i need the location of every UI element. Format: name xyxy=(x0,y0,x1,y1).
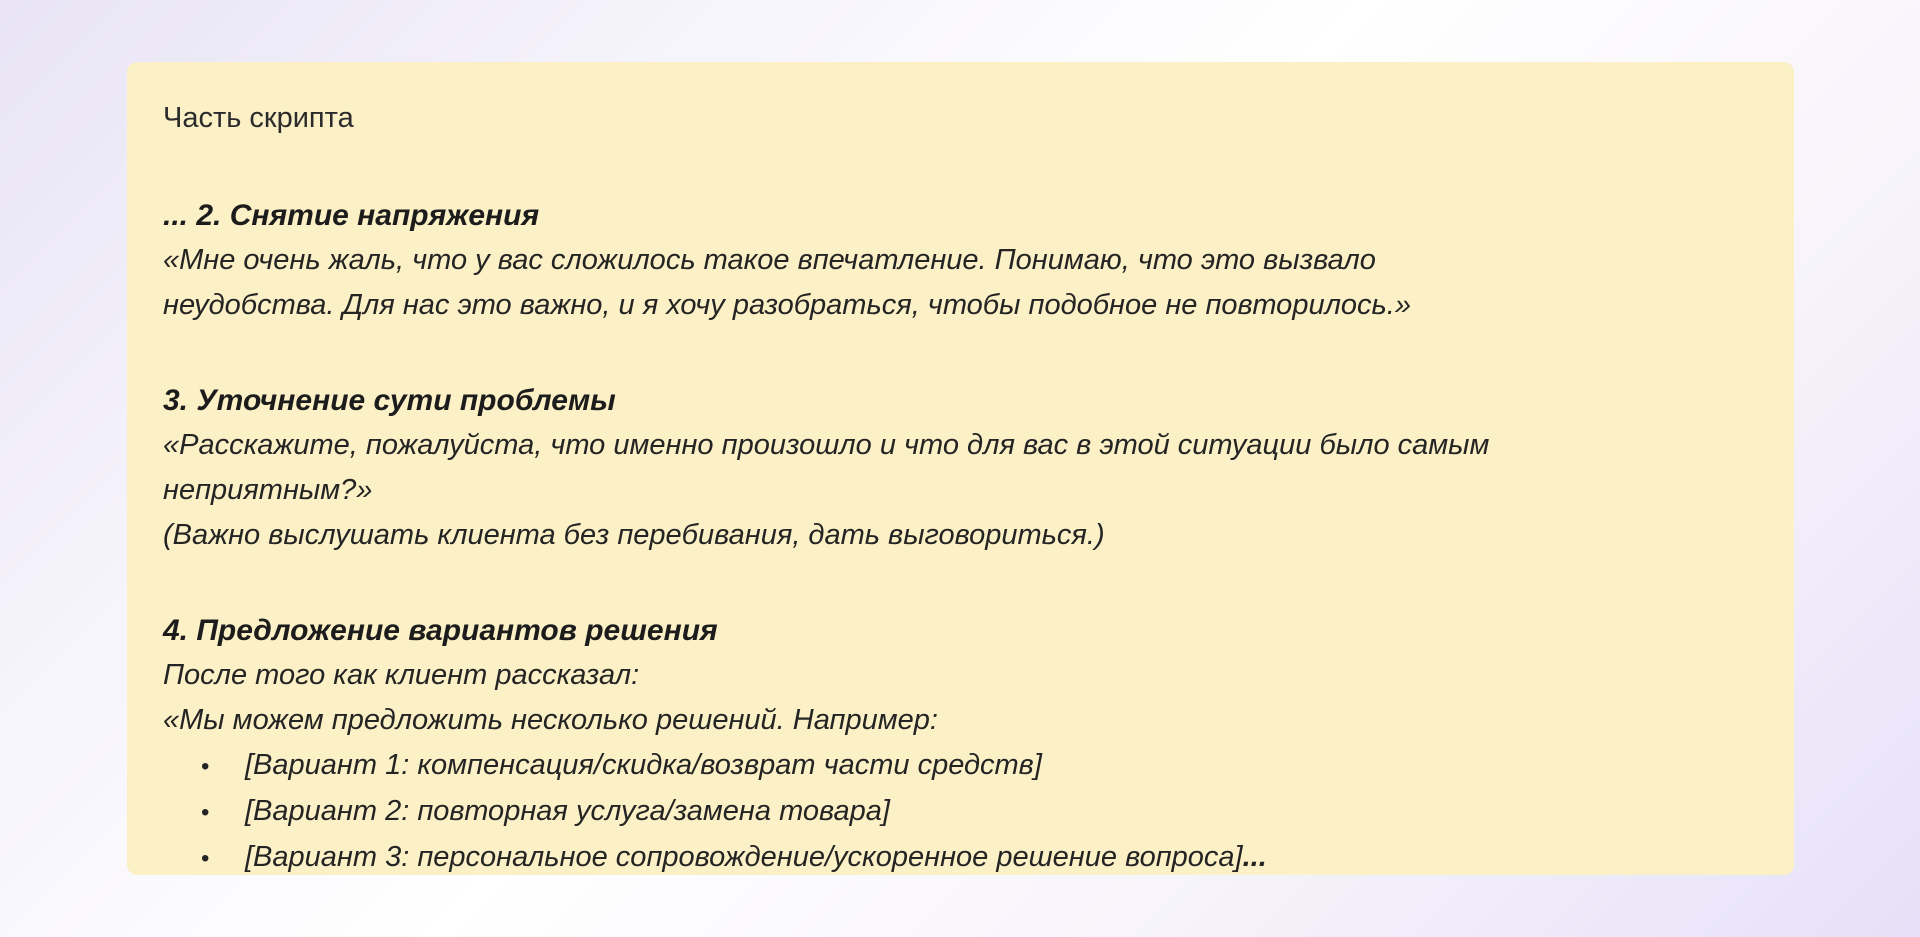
bullet-dot-icon: • xyxy=(201,799,210,826)
section-solution-options xyxy=(163,608,1754,875)
bullet-dot-icon: • xyxy=(201,845,210,872)
bullet-option-1: [Вариант 1: компенсация/скидка/возврат части средств] xyxy=(245,749,1042,781)
list-item xyxy=(163,743,1754,789)
bullet-option-3-ellipsis: ... xyxy=(1242,841,1267,873)
section-2-line-1: «Мне очень жаль, что у вас сложилось такое впечатление. Понимаю, что это вызвало xyxy=(163,244,1376,276)
section-3-line-3: (Важно выслушать клиента без перебивания, дать выговориться.) xyxy=(163,519,1105,551)
section-4-line-1: После того как клиент рассказал: xyxy=(163,659,640,691)
section-tension-relief xyxy=(163,193,1754,328)
section-heading-4: 4. Предложение вариантов решения xyxy=(163,614,718,647)
card-title: Часть скрипта xyxy=(163,102,354,134)
section-problem-clarification xyxy=(163,378,1754,558)
section-heading-2: ... 2. Снятие напряжения xyxy=(163,199,540,232)
list-item xyxy=(163,835,1754,875)
script-card xyxy=(127,62,1794,875)
bullet-option-2: [Вариант 2: повторная услуга/замена товара] xyxy=(245,795,890,827)
bullet-option-3-text: [Вариант 3: персональное сопровождение/ускоренное решение вопроса] xyxy=(245,841,1243,873)
section-4-line-2: «Мы можем предложить несколько решений. Например: xyxy=(163,704,938,736)
section-3-line-2: неприятным?» xyxy=(163,474,373,506)
bullet-option-3 xyxy=(245,835,1267,875)
bullet-dot-icon: • xyxy=(201,753,210,780)
list-item xyxy=(163,789,1754,835)
section-heading-3: 3. Уточнение сути проблемы xyxy=(163,384,616,417)
section-2-line-2: неудобства. Для нас это важно, и я хочу разобраться, чтобы подобное не повторилось.» xyxy=(163,289,1411,321)
section-3-line-1: «Расскажите, пожалуйста, что именно произошло и что для вас в этой ситуации было самым xyxy=(163,429,1490,461)
